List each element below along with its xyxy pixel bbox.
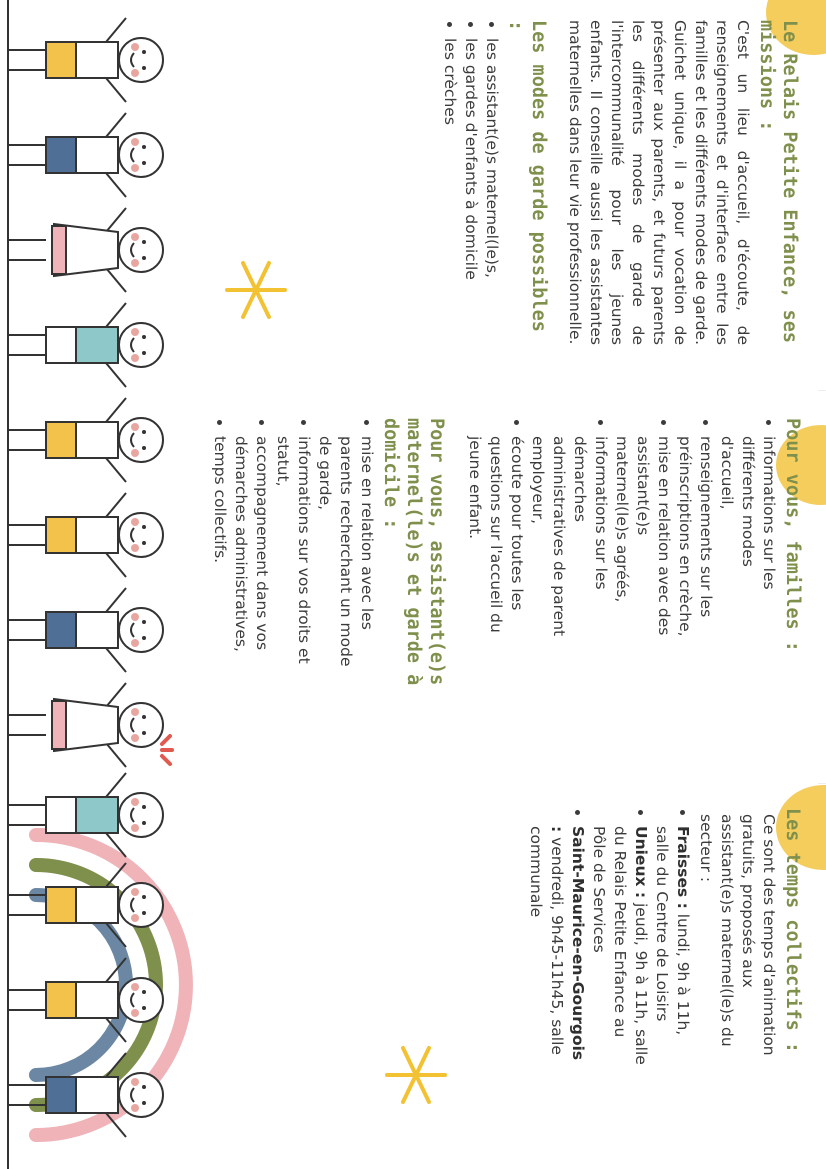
places-list	[525, 808, 693, 1066]
list-item: • les gardes d'enfants à domicile	[460, 38, 481, 345]
fold-mark	[818, 390, 826, 391]
list-item: • informations sur vos droits et statut,	[272, 436, 314, 676]
place-name: Fraisses :	[674, 826, 692, 909]
star-icon	[221, 255, 291, 325]
place-details: vendredi, 9h45-11h45, salle communale	[527, 826, 566, 1055]
list-item: • accompagnement dans vos démarches administratives,	[230, 436, 272, 676]
list-item: • informations sur les différents modes d'accueil,	[716, 436, 779, 641]
heading-temps-collectifs: Les temps collectifs :	[782, 808, 803, 1054]
heading-modes-garde: Les modes de garde possibles :	[505, 20, 549, 332]
fold-mark	[818, 783, 826, 784]
list-item	[651, 826, 693, 1066]
heading-relais: Le Relais Petite Enfance, ses missions :	[756, 20, 800, 344]
relais-paragraph: C'est un lieu d'accueil, d'écoute, de renseignements et d'interface entre les familles et les différents modes de garde. Guichet unique, il a pour vocation de présenter aux parents, et futurs parents les différents modes de garde de l'intercommunalité pour les jeunes enfants. Il conseille aussi les assistantes maternelles dans leur vie professionnelle.	[566, 20, 752, 345]
list-item: • écoute pour toutes les questions sur l'accueil du jeune enfant.	[464, 436, 527, 641]
list-item: • informations sur les démarches administratives de parent employeur,	[527, 436, 611, 641]
list-item: • les crèches	[439, 38, 460, 345]
modes-list	[439, 20, 502, 345]
column-temps-collectifs	[525, 808, 804, 1108]
temps-intro: Ce sont des temps d'animation gratuits, proposés aux assistant(e)s maternel(le)s du secteur :	[697, 814, 778, 1056]
column-relais	[439, 20, 801, 345]
assistants-list	[209, 418, 377, 676]
place-details: jeudi, 9h à 11h, salle du Relais Petite Enfance au Pôle de Services	[590, 826, 650, 1065]
place-name: Saint-Maurice-en-Gourgois :	[548, 826, 587, 1061]
heading-familles: Pour vous, familles :	[782, 418, 803, 652]
familles-list	[464, 418, 779, 641]
column-familles	[209, 418, 804, 758]
list-item: • temps collectifs.	[209, 436, 230, 676]
children-holding-hands-illustration	[0, 0, 166, 1169]
list-item	[588, 826, 651, 1066]
list-item: • les assistant(e)s maternel(le)s,	[481, 38, 502, 345]
list-item	[525, 826, 588, 1066]
heading-assistants: Pour vous, assistant(e)s maternel(le)s et garde à domicile :	[380, 418, 447, 686]
list-item: • mise en relation avec des assistant(e)s maternel(le)s agréés,	[611, 436, 674, 641]
list-item: • renseignements sur les préinscriptions en crèche,	[674, 436, 716, 641]
star-icon	[381, 1040, 451, 1110]
place-name: Unieux :	[632, 826, 650, 899]
list-item: • mise en relation avec les parents recherchant un mode de garde,	[314, 436, 377, 676]
place-details: lundi, 9h à 11h, salle du Centre de Loisirs	[653, 826, 692, 1036]
